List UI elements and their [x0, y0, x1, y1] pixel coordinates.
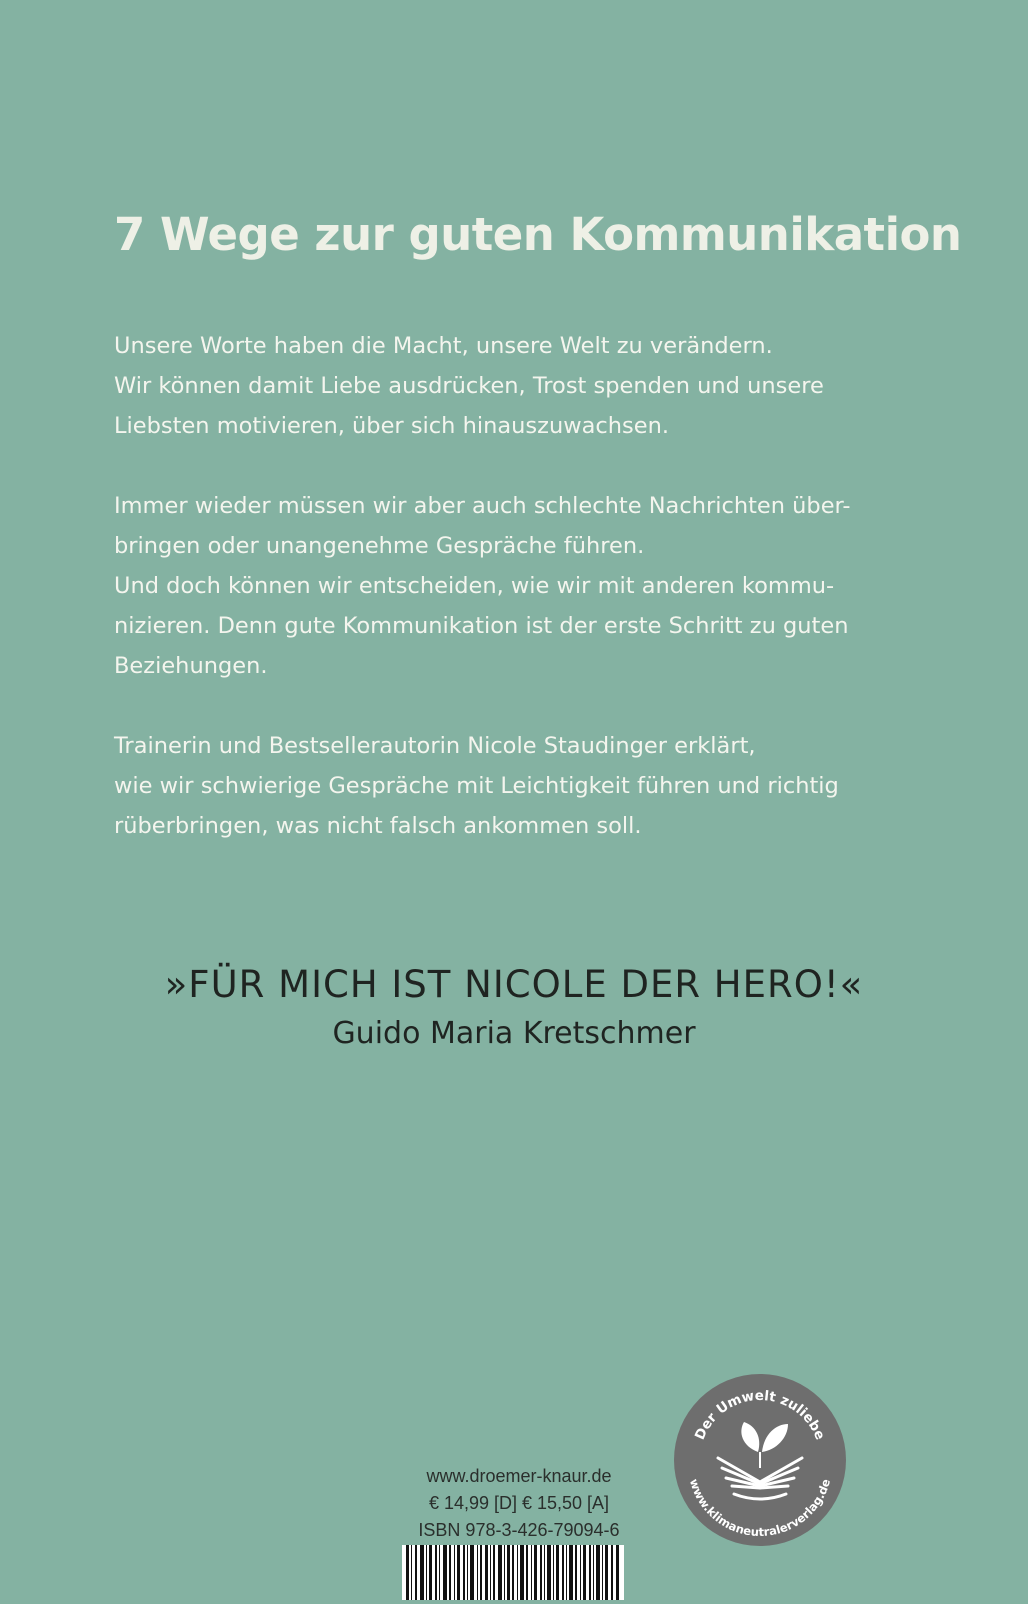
seal-bottom-text: www.klimaneutralerverlag.de: [686, 1477, 834, 1540]
blurb-line: Und doch können wir entscheiden, wie wir mit anderen kommu-: [114, 573, 835, 599]
blurb-paragraph-1: [114, 326, 914, 446]
climate-neutral-seal: [672, 1372, 848, 1552]
publisher-imprint: [404, 1463, 634, 1544]
testimonial: [0, 960, 1028, 1056]
blurb-line: Trainerin und Bestsellerautorin Nicole Staudinger erklärt,: [114, 733, 756, 759]
blurb-line: rüberbringen, was nicht falsch ankommen soll.: [114, 813, 642, 839]
barcode: [402, 1545, 624, 1600]
price-info: € 14,99 [D] € 15,50 [A]: [428, 1493, 610, 1513]
isbn: ISBN 978-3-426-79094-6: [418, 1520, 620, 1540]
book-headline: 7 Wege zur guten Kommunikation: [114, 208, 962, 261]
blurb-line: Wir können damit Liebe ausdrücken, Trost spenden und unsere: [114, 373, 824, 399]
leaf-book-icon: [672, 1372, 848, 1548]
blurb-line: nizieren. Denn gute Kommunikation ist der erste Schritt zu guten: [114, 613, 849, 639]
barcode-bars-icon: [402, 1545, 624, 1600]
book-blurb: [114, 326, 914, 886]
blurb-paragraph-3: [114, 726, 914, 846]
blurb-line: Beziehungen.: [114, 653, 268, 679]
blurb-line: Liebsten motivieren, über sich hinauszuwachsen.: [114, 413, 669, 439]
blurb-paragraph-2: [114, 486, 914, 686]
blurb-line: wie wir schwierige Gespräche mit Leichtigkeit führen und richtig: [114, 773, 839, 799]
testimonial-quote: »FÜR MICH IST NICOLE DER HERO!«: [164, 963, 864, 1006]
publisher-website: www.droemer-knaur.de: [426, 1466, 612, 1486]
seal-top-text: Der Umwelt zuliebe: [691, 1387, 829, 1443]
blurb-line: bringen oder unangenehme Gespräche führen.: [114, 533, 645, 559]
testimonial-author: Guido Maria Kretschmer: [332, 1016, 696, 1051]
blurb-line: Immer wieder müssen wir aber auch schlechte Nachrichten über-: [114, 493, 851, 519]
blurb-line: Unsere Worte haben die Macht, unsere Welt zu verändern.: [114, 333, 773, 359]
